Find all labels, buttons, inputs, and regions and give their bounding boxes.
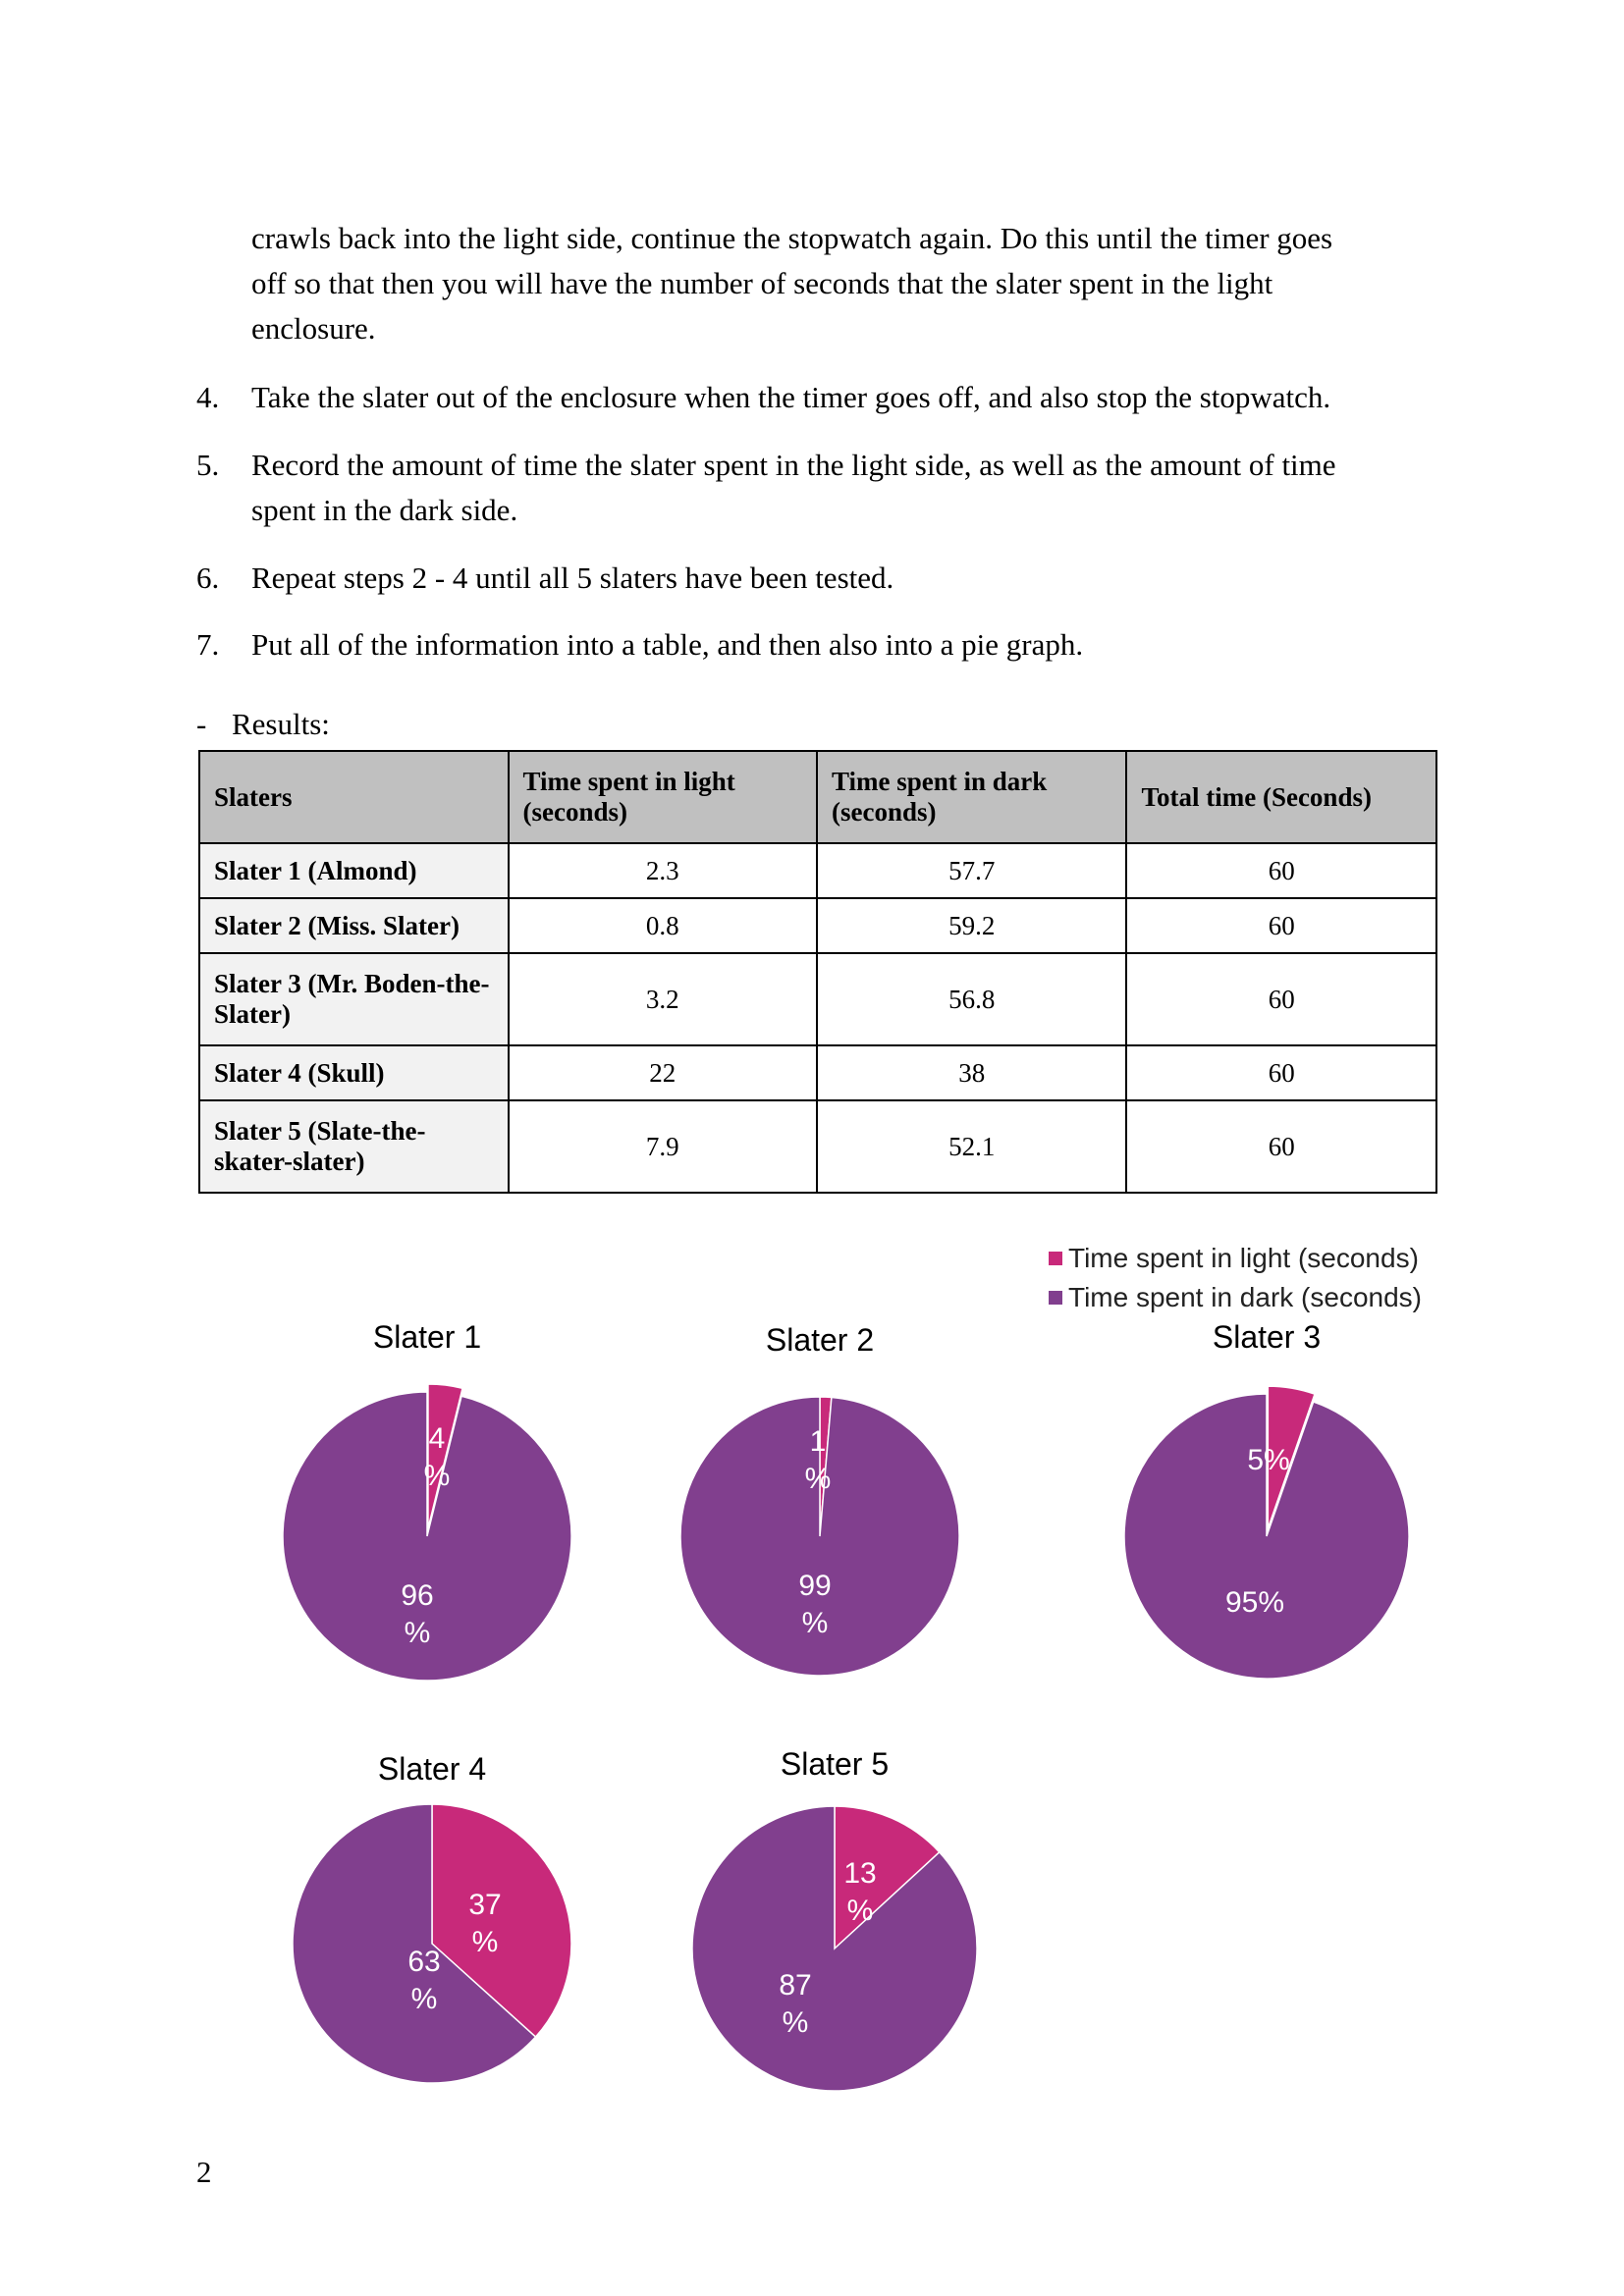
table-cell: 60 (1126, 898, 1436, 953)
table-cell: 60 (1126, 953, 1436, 1045)
continuation-paragraph (251, 216, 1449, 351)
results-table (198, 750, 1437, 1194)
legend-label: Time spent in dark (seconds) (1068, 1282, 1422, 1312)
step-number: 4. (196, 380, 220, 414)
pie-chart-slater-1 (260, 1310, 594, 1703)
table-cell: Slater 2 (Miss. Slater) (199, 898, 509, 953)
table-cell: 52.1 (817, 1100, 1126, 1193)
column-header: Slaters (199, 751, 509, 843)
table-row (199, 843, 1436, 898)
table-row (199, 898, 1436, 953)
table-cell: 7.9 (509, 1100, 817, 1193)
table-cell: 60 (1126, 1045, 1436, 1100)
pie-data-label: 4 % (423, 1422, 451, 1492)
table-cell: Slater 4 (Skull) (199, 1045, 509, 1100)
pie-data-label: 96 % (401, 1579, 434, 1649)
legend-item-light (1049, 1239, 1422, 1278)
text-line: Repeat steps 2 - 4 until all 5 slaters have been tested. (251, 561, 894, 595)
table-cell: Slater 5 (Slate-the-skater-slater) (199, 1100, 509, 1193)
results-label: Results: (232, 707, 330, 741)
table-cell: 2.3 (509, 843, 817, 898)
text-line: off so that then you will have the number of seconds that the slater spent in the light (251, 266, 1273, 300)
table-cell: 22 (509, 1045, 817, 1100)
column-header: Time spent in dark (seconds) (817, 751, 1126, 843)
step-number: 5. (196, 448, 220, 482)
pie-data-label: 87 % (779, 1969, 812, 2039)
table-row (199, 1100, 1436, 1193)
table-cell: 60 (1126, 1100, 1436, 1193)
pie-data-label: 5% (1247, 1444, 1290, 1476)
pie-data-label: 1 % (804, 1425, 832, 1495)
table-cell: 57.7 (817, 843, 1126, 898)
table-cell: 56.8 (817, 953, 1126, 1045)
pie-chart-title: Slater 2 (765, 1322, 875, 1358)
table-cell: 59.2 (817, 898, 1126, 953)
pie-data-label: 63 % (407, 1946, 441, 2015)
page-number: 2 (196, 2155, 212, 2189)
pie-chart-slater-5 (668, 1737, 1001, 2130)
bullet-dash: - (196, 707, 207, 741)
table-cell: 0.8 (509, 898, 817, 953)
table-row (199, 953, 1436, 1045)
column-header: Time spent in light (seconds) (509, 751, 817, 843)
results-heading (196, 702, 330, 747)
table-cell: 60 (1126, 843, 1436, 898)
table-cell: 38 (817, 1045, 1126, 1100)
pie-slice-dark (1124, 1394, 1409, 1679)
step-number: 6. (196, 561, 220, 595)
table-cell: 3.2 (509, 953, 817, 1045)
text-line: crawls back into the light side, continue the stopwatch again. Do this until the timer goes (251, 221, 1333, 255)
table-cell: Slater 3 (Mr. Boden-the-Slater) (199, 953, 509, 1045)
table-header-row (199, 751, 1436, 843)
pie-chart-slater-3 (1100, 1310, 1434, 1703)
pie-data-label: 37 % (468, 1889, 502, 1958)
text-line: Put all of the information into a table, and then also into a pie graph. (251, 627, 1084, 662)
pie-chart-title: Slater 3 (1212, 1319, 1322, 1355)
pie-chart-slater-4 (265, 1742, 599, 2135)
pie-chart-title: Slater 1 (372, 1319, 482, 1355)
step-number: 7. (196, 627, 220, 662)
chart-legend (1049, 1239, 1422, 1317)
text-line: enclosure. (251, 311, 376, 346)
pie-chart-title: Slater 5 (780, 1746, 890, 1782)
legend-swatch (1049, 1252, 1062, 1265)
pie-data-label: 99 % (798, 1570, 832, 1639)
column-header: Total time (Seconds) (1126, 751, 1436, 843)
legend-label: Time spent in light (seconds) (1068, 1243, 1419, 1273)
pie-data-label: 95% (1224, 1586, 1285, 1619)
pie-data-label: 13 % (843, 1857, 877, 1927)
legend-swatch (1049, 1291, 1062, 1305)
table-row (199, 1045, 1436, 1100)
pie-chart-title: Slater 4 (377, 1751, 487, 1787)
pie-chart-slater-2 (658, 1313, 992, 1706)
table-cell: Slater 1 (Almond) (199, 843, 509, 898)
text-line: spent in the dark side. (251, 493, 518, 527)
text-line: Take the slater out of the enclosure when the timer goes off, and also stop the stopwatch. (251, 380, 1331, 414)
text-line: Record the amount of time the slater spent in the light side, as well as the amount of time (251, 448, 1336, 482)
